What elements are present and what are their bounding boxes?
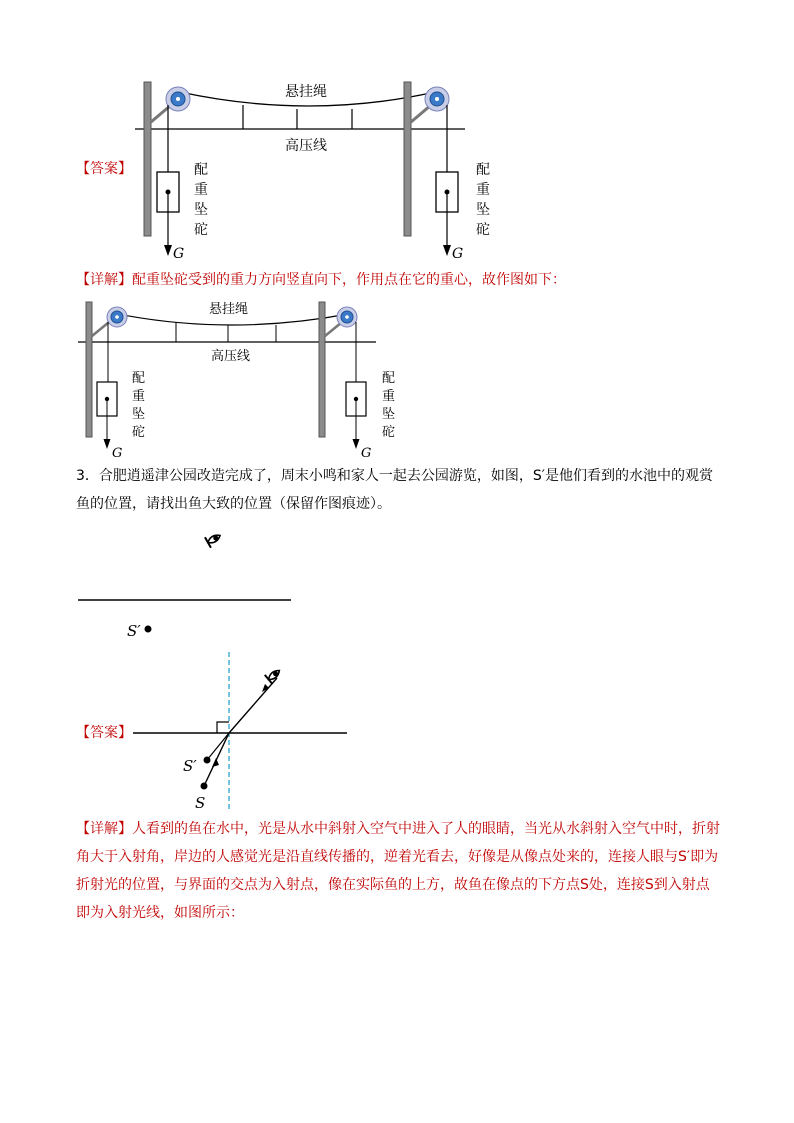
right-post	[404, 82, 411, 236]
svg-text:G: G	[112, 446, 123, 461]
svg-text:G: G	[452, 246, 464, 262]
left-post	[144, 82, 151, 236]
right-pulley-icon	[337, 307, 357, 327]
image-point	[204, 757, 211, 764]
svg-text:悬挂绳: 悬挂绳	[209, 302, 249, 317]
svg-text:S: S	[195, 794, 206, 812]
left-pulley-icon	[166, 87, 190, 111]
svg-text:G: G	[173, 246, 185, 262]
svg-text:坠: 坠	[194, 202, 208, 218]
pulley-diagram-detail	[76, 296, 406, 461]
question-3: 3．合肥逍遥津公园改造完成了，周末小鸣和家人一起去公园游览，如图，S′是他们看到的水池中的观赏 鱼的位置，请找出鱼大致的位置（保留作图痕迹）。	[76, 468, 713, 512]
svg-text:砣: 砣	[382, 425, 396, 440]
svg-text:重: 重	[132, 389, 146, 404]
detail-3: 【详解】人看到的鱼在水中，光是从水中斜射入空气中进入了人的眼睛，当光从水斜射入空气中时，折射 角大于入射角，岸边的人感觉光是沿直线传播的，逆着光看去，好像是从像点处来的，连接人眼与S′即为 折射光的位置，与界面的交点为入射点，像在实际鱼的上方，故鱼在像点的下方点S处，连接S到入射点 即为入射光线，如图所示：	[76, 821, 720, 921]
svg-text:砣: 砣	[132, 425, 146, 440]
detail-2: 【详解】配重坠砣受到的重力方向竖直向下，作用点在它的重心，故作图如下：	[76, 272, 566, 288]
refraction-diagram	[125, 650, 355, 815]
right-weight-label: 配 重 坠 砣	[476, 162, 490, 238]
image-point	[145, 626, 152, 633]
svg-text:高压线: 高压线	[211, 349, 251, 364]
eye-icon	[205, 530, 223, 547]
question-3-figure	[76, 525, 306, 650]
object-point	[201, 783, 208, 790]
svg-text:坠: 坠	[132, 407, 146, 422]
pulley-diagram-answer	[125, 72, 470, 267]
svg-text:砣: 砣	[194, 222, 208, 238]
rope-label: 悬挂绳	[285, 84, 327, 100]
svg-text:配: 配	[132, 371, 146, 386]
answer-tag-3: 【答案】	[76, 725, 132, 741]
svg-text:配: 配	[194, 162, 208, 178]
svg-text:坠: 坠	[382, 407, 396, 422]
svg-text:重: 重	[382, 389, 396, 404]
svg-text:配: 配	[382, 371, 396, 386]
svg-text:G: G	[361, 446, 372, 461]
answer-tag: 【答案】	[76, 161, 132, 177]
wire-label: 高压线	[285, 138, 327, 154]
svg-text:S′: S′	[183, 757, 197, 775]
svg-text:S′: S′	[127, 622, 141, 640]
left-pulley-icon	[107, 307, 127, 327]
svg-text:重: 重	[194, 182, 208, 198]
right-pulley-icon	[425, 87, 449, 111]
